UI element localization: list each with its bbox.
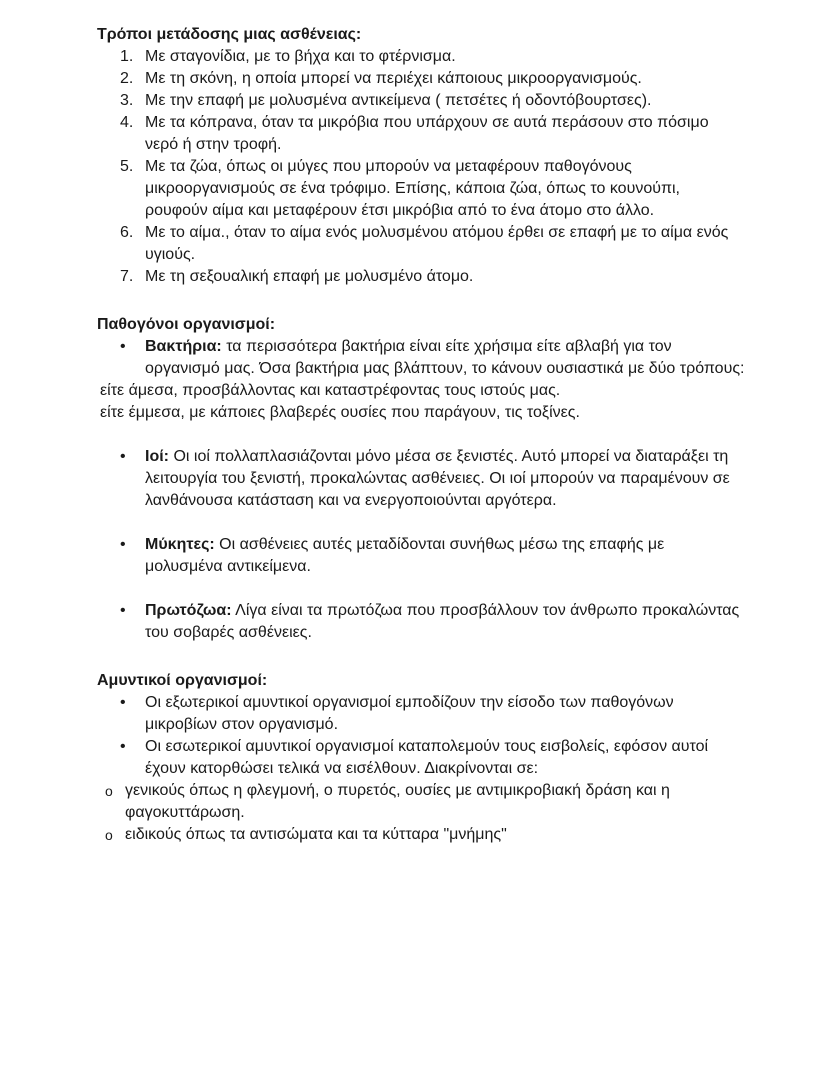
list-item: [120, 156, 745, 222]
bullet-marker: •: [120, 536, 126, 553]
bullet-marker: •: [120, 448, 126, 465]
direct-line: είτε άμεσα, προσβάλλοντας και καταστρέφοντας τους ιστούς μας.: [100, 382, 561, 399]
list-item-text: Με τη σκόνη, η οποία μπορεί να περιέχει κάποιους μικροοργανισμούς.: [145, 70, 642, 87]
bullet-item-text: Οι εσωτερικοί αμυντικοί οργανισμοί καταπολεμούν τους εισβολείς, εφόσον αυτοί έχουν κατορθώσει τελικά να εισέλθουν. Διακρίνονται σε:: [145, 738, 709, 777]
list-item: [120, 222, 745, 266]
section-heading-pathogens: Παθογόνοι οργανισμοί:: [97, 316, 276, 333]
bullet-item-text: Οι εξωτερικοί αμυντικοί οργανισμοί εμποδίζουν την είσοδο των παθογόνων μικροβίων στον οργανισμό.: [145, 694, 674, 733]
bullet-item-external-defense: [120, 692, 745, 736]
sub-item-specific: [105, 824, 745, 846]
list-number: 4.: [120, 114, 134, 131]
bullet-item-text: [145, 600, 745, 644]
bullet-marker: •: [120, 738, 126, 755]
sub-item-text: γενικούς όπως η φλεγμονή, ο πυρετός, ουσίες με αντιμικροβιακή δράση και η φαγοκυττάρωση.: [125, 782, 670, 821]
bullet-body: τα περισσότερα βακτήρια είναι είτε χρήσιμα είτε αβλαβή για τον οργανισμό μας. Όσα βακτήρια μας βλάπτουν, το κάνουν ουσιαστικά με δύο τρόπους:: [145, 338, 745, 377]
list-item: [120, 112, 745, 156]
bullet-item-text: [145, 534, 745, 578]
list-item-text: Με το αίμα., όταν το αίμα ενός μολυσμένου ατόμου έρθει σε επαφή με το αίμα ενός υγιούς.: [145, 224, 729, 263]
list-number: 7.: [120, 268, 134, 285]
bullet-body: Οι ιοί πολλαπλασιάζονται μόνο μέσα σε ξενιστές. Αυτό μπορεί να διαταράξει τη λειτουργία του ξενιστή, προκαλώντας ασθένειες. Οι ιοί μπορούν να παραμένουν σε λανθάνουσα κατάσταση και να ενεργοποιούνται αργότερα.: [145, 448, 730, 509]
list-item: [120, 46, 745, 68]
list-number: 1.: [120, 48, 134, 65]
list-number: 6.: [120, 224, 134, 241]
bullet-lead: Πρωτόζωα:: [145, 602, 232, 619]
bullet-item-bacteria: [120, 336, 745, 380]
circle-marker: o: [105, 783, 113, 799]
list-item-text: Με την επαφή με μολυσμένα αντικείμενα ( πετσέτες ή οδοντόβουρτσες).: [145, 92, 652, 109]
list-item: [120, 68, 745, 90]
bullet-lead: Μύκητες:: [145, 536, 215, 553]
list-number: 3.: [120, 92, 134, 109]
bullet-marker: •: [120, 338, 126, 355]
list-item-text: Με τα κόπρανα, όταν τα μικρόβια που υπάρχουν σε αυτά περάσουν στο πόσιμο νερό ή στην τροφή.: [145, 114, 709, 153]
sub-item-general: [105, 780, 745, 824]
section-heading-defense: Αμυντικοί οργανισμοί:: [97, 672, 268, 689]
bullet-body: Οι ασθένειες αυτές μεταδίδονται συνήθως μέσω της επαφής με μολυσμένα αντικείμενα.: [145, 536, 665, 575]
list-item-text: Με τη σεξουαλική επαφή με μολυσμένο άτομο.: [145, 268, 474, 285]
bullet-marker: •: [120, 602, 126, 619]
circle-marker: o: [105, 827, 113, 843]
bullet-marker: •: [120, 694, 126, 711]
sub-item-text: ειδικούς όπως τα αντισώματα και τα κύτταρα "μνήμης": [125, 826, 507, 843]
bullet-lead: Βακτήρια:: [145, 338, 222, 355]
list-item: [120, 266, 745, 288]
bullet-item-text: [145, 336, 745, 380]
bullet-item-fungi: [120, 534, 745, 578]
section-heading-transmission: Τρόποι μετάδοσης μιας ασθένειας:: [97, 26, 362, 43]
list-number: 2.: [120, 70, 134, 87]
bullet-item-internal-defense: [120, 736, 745, 780]
list-number: 5.: [120, 158, 134, 175]
list-item-text: Με σταγονίδια, με το βήχα και το φτέρνισμα.: [145, 48, 456, 65]
direct-line: είτε έμμεσα, με κάποιες βλαβερές ουσίες που παράγουν, τις τοξίνες.: [100, 404, 580, 421]
bullet-item-viruses: [120, 446, 745, 512]
bullet-item-protozoa: [120, 600, 745, 644]
list-item-text: Με τα ζώα, όπως οι μύγες που μπορούν να μεταφέρουν παθογόνους μικροοργανισμούς σε ένα τρόφιμο. Επίσης, κάποια ζώα, όπως το κουνούπι, ρουφούν αίμα και μεταφέρουν έτσι μικρόβια από το ένα άτομο στο άλλο.: [145, 158, 680, 219]
bullet-item-text: [145, 446, 745, 512]
transmission-numbered-list: [97, 46, 745, 288]
bullet-lead: Ιοί:: [145, 448, 169, 465]
bullet-body: Λίγα είναι τα πρωτόζωα που προσβάλλουν τον άνθρωπο προκαλώντας του σοβαρές ασθένειες.: [145, 602, 740, 641]
list-item: [120, 90, 745, 112]
